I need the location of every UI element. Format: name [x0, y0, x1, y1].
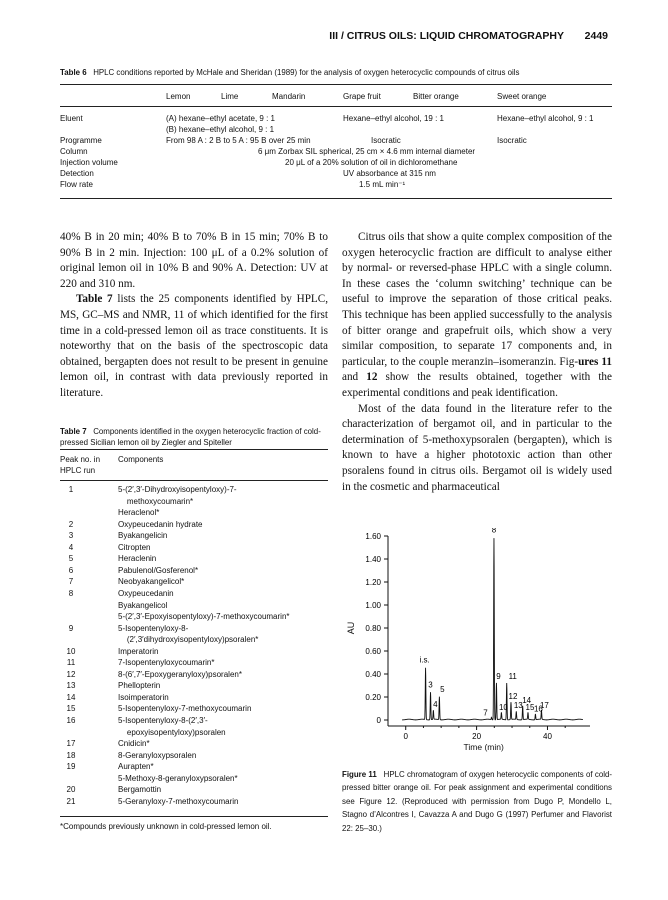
peak-label: 4 — [433, 699, 438, 709]
table6-cell: 6 μm Zorbax SIL spherical, 25 cm × 4.6 mm internal diameter — [258, 147, 476, 156]
peak-label: 3 — [428, 680, 433, 690]
table7-component: Oxypeucedanin hydrate — [118, 519, 203, 529]
y-tick-label: 1.40 — [365, 555, 381, 564]
table6-header: Grape fruit — [343, 92, 381, 101]
table7-component: Citropten — [118, 542, 151, 552]
table7-caption-text: Components identified in the oxygen heterocyclic fraction of cold-pressed Sicilian lemon oil by Ziegler and Spiteller — [60, 427, 321, 447]
figure11-label: Figure 11 — [342, 770, 377, 779]
figure11-reference: ures 11 — [578, 355, 613, 368]
table7-component: 7-Isopentenyloxycoumarin* — [118, 658, 215, 668]
peak-label: 15 — [525, 703, 535, 713]
figure11-chromatogram — [340, 528, 630, 762]
table7-header-components: Components — [118, 455, 164, 464]
table7-top-rule — [60, 449, 328, 450]
table7-peak-number: 11 — [66, 658, 76, 668]
peak-label: 8 — [491, 528, 497, 535]
table7-peak-number: 19 — [66, 762, 76, 772]
table6-bottom-rule — [60, 198, 612, 199]
table6-header-rule — [60, 106, 612, 107]
y-tick-label: 1.60 — [365, 532, 381, 541]
page-number: 2449 — [584, 30, 608, 42]
table6-caption-text: HPLC conditions reported by McHale and Sheridan (1989) for the analysis of oxygen heterocyclic compounds of citrus oils — [93, 68, 520, 77]
figure12-reference: 12 — [366, 371, 378, 384]
table7-component: 5-Isopentenyloxy-8- — [118, 623, 189, 633]
table7-component: (2′,3′dihydroxyisopentyloxy)psoralen* — [118, 635, 259, 645]
table6-cell: From 98 A : 2 B to 5 A : 95 B over 25 min — [166, 136, 311, 145]
table7-component: 8-Geranyloxypsoralen — [118, 750, 197, 760]
table6-row-label: Detection — [60, 169, 94, 178]
table6-header: Lime — [221, 92, 239, 101]
table7-component: methoxycoumarin* — [118, 496, 194, 506]
table7-component: Imperatorin — [118, 646, 159, 656]
table7-bottom-rule — [60, 816, 328, 817]
table6-row-label: Programme — [60, 136, 102, 145]
paragraph-text: lists the 25 components identified by HPLC, MS, GC–MS and NMR, 11 of which identified for the first time in a cold-pressed lemon oil as trace constituents. It is noteworthy that on the basis of the spectroscopic data obtained, bergapten does not result to be present in genuine lemon oil, in contrast with data previously reported in literature. — [60, 293, 329, 399]
right-column-text — [342, 230, 612, 495]
x-tick-label: 0 — [403, 732, 408, 741]
x-axis-label: Time (min) — [463, 742, 504, 752]
y-axis-label: AU — [346, 621, 356, 635]
table7-component: Oxypeucedanin — [118, 588, 174, 598]
table7-peak-number: 16 — [66, 716, 76, 725]
table7-component: 5-Geranyloxy-7-methoxycoumarin — [118, 796, 239, 806]
paragraph: 40% B in 20 min; 40% B to 70% B in 15 min; 70% B to 90% B in 2 min. Injection: 100 μL of a 0.2% solution of original lemon oil in 10% B and 90% A. Detection: UV at 220 and 310 nm. — [60, 231, 328, 290]
table7-peak-number: 17 — [66, 739, 76, 749]
table6-top-rule — [60, 84, 612, 85]
table7-component: 8-(6′,7′-Epoxygeranyloxy)psoralen* — [118, 669, 242, 679]
table6-row-label: Column — [60, 147, 88, 156]
chromatogram-trace — [402, 538, 583, 720]
peak-label: 14 — [522, 696, 532, 706]
y-tick-label: 1.00 — [365, 601, 381, 610]
paragraph-text: Citrus oils that show a quite complex composition of the oxygen heterocyclic fraction are difficult to analyse either by normal- or reversed-phase HPLC with a single column. In these cases the ‘column switching’ technique can be useful to improve the separation of those critical peaks. This technique has been applied successfully to the analysis of bitter orange and grapefruit oils, which show a very similar composition, to separate 17 components and, in particular, to the couple meranzin–isomeranzin. Fig- — [342, 231, 612, 368]
table7-peak-number: 2 — [68, 519, 74, 529]
x-tick-label: 20 — [472, 732, 482, 741]
table6-row-label: Eluent — [60, 114, 83, 123]
y-tick-label: 0.60 — [365, 647, 381, 656]
table7-header-peak: HPLC run — [60, 466, 96, 475]
table7-peak-number: 14 — [66, 692, 76, 702]
table7-peak-number: 18 — [66, 750, 76, 760]
table7-peak-number: 8 — [68, 588, 74, 598]
table6-label: Table 6 — [60, 68, 87, 77]
table7-component: Aurapten* — [118, 762, 154, 772]
peak-label: 9 — [496, 672, 501, 682]
table6-cell: UV absorbance at 315 nm — [343, 169, 436, 178]
table7-reference: Table 7 — [76, 293, 113, 306]
table6-row-label: Injection volume — [60, 158, 118, 167]
peak-label: 10 — [498, 703, 508, 713]
table7-component: Bergamottin — [118, 785, 162, 795]
table7-peak-number: 20 — [66, 785, 76, 795]
table7-component: Heraclenin — [118, 554, 157, 564]
table7-component: 5-Isopentenyloxy-7-methoxycoumarin — [118, 704, 252, 714]
peak-label: 11 — [508, 672, 517, 682]
table7-label: Table 7 — [60, 427, 87, 436]
paragraph — [342, 230, 612, 402]
table7-peak-number: 6 — [68, 565, 74, 575]
table7-peak-number: 13 — [66, 681, 76, 691]
peak-label: 5 — [440, 685, 445, 694]
table7-peak-number: 5 — [68, 554, 74, 564]
table7-peak-number: 7 — [68, 577, 74, 587]
figure11-caption — [342, 768, 612, 835]
table6-cell: Hexane–ethyl alcohol, 9 : 1 — [497, 114, 594, 123]
running-head-title: III / CITRUS OILS: LIQUID CHROMATOGRAPHY — [329, 30, 564, 42]
table7-peak-number: 9 — [68, 623, 74, 633]
table6-cell: (B) hexane–ethyl alcohol, 9 : 1 — [166, 125, 275, 134]
table7-component: Isoimperatorin — [118, 692, 169, 702]
peak-label: 12 — [508, 691, 518, 701]
table7-header-rule — [60, 480, 328, 481]
table7-peak-number: 21 — [66, 796, 76, 806]
table7-component: Phellopterin — [118, 681, 161, 691]
table6-cell: Hexane–ethyl alcohol, 19 : 1 — [343, 114, 444, 123]
y-tick-label: 0.20 — [365, 693, 381, 702]
table7-peak-number: 1 — [68, 485, 74, 494]
y-tick-label: 1.20 — [365, 578, 381, 587]
peak-label: 17 — [539, 700, 549, 710]
figure11-caption-text: HPLC chromatogram of oxygen heterocyclic components of cold-pressed bitter orange oil. For peak assignment and experimental conditions see Figure 12. (Reproduced with permission from Dugo P, Mondello L, Stagno d’Alcontres I, Cavazza A and Dugo G (1997) Perfumer and Flavorist 22: 25–30.) — [342, 770, 612, 833]
table7-peak-number: 4 — [68, 542, 74, 552]
peak-label: 16 — [533, 704, 543, 714]
table7-component: Cnidicin* — [118, 739, 150, 749]
table7-component: Heraclenol* — [118, 508, 160, 518]
table6-cell: Isocratic — [497, 136, 527, 145]
paragraph-text: show the results obtained, together with the experimental conditions and peak identification. — [342, 371, 612, 399]
table7-component: 5-(2′,3′-Dihydroxyisopentyloxy)-7- — [118, 485, 237, 494]
table7-component: 5-Methoxy-8-geranyloxypsoralen* — [118, 773, 238, 783]
y-tick-label: 0 — [376, 716, 381, 725]
table7-component: Pabulenol/Gosferenol* — [118, 565, 199, 575]
table6-header: Sweet orange — [497, 92, 547, 101]
table6-cell: 20 μL of a 20% solution of oil in dichloromethane — [285, 158, 458, 167]
table7-component: Neobyakangelicol* — [118, 577, 185, 587]
table7-peak-number: 15 — [66, 704, 76, 714]
table7-component: Byakangelicin — [118, 531, 168, 541]
table7-header-peak: Peak no. in — [60, 455, 101, 464]
table7-peak-number: 12 — [66, 669, 76, 679]
peak-label: 13 — [513, 700, 523, 710]
table6-row-label: Flow rate — [60, 180, 93, 189]
table6-caption — [60, 68, 620, 77]
table6-header: Mandarin — [272, 92, 306, 101]
table7-peak-number: 10 — [66, 646, 76, 656]
y-tick-label: 0.40 — [365, 670, 381, 679]
peak-label: i.s. — [419, 655, 430, 665]
table7-component: 5-Isopentenyloxy-8-(2′,3′- — [118, 716, 208, 725]
paragraph — [60, 292, 328, 401]
table7-peak-number: 3 — [68, 531, 74, 541]
running-head — [60, 30, 608, 46]
table7-caption — [60, 426, 328, 448]
paragraph: Most of the data found in the literature refer to the characterization of bergamot oil, and in particular to the determination of 5-methoxypsoralen (bergapten), which is known to have a higher phototoxic action than other psoralens found in citrus oils. Bergamot oil is widely used in the cosmetic and pharmaceutical — [342, 402, 612, 493]
paragraph-text: and — [342, 371, 367, 384]
table7-component: Byakangelicol — [118, 600, 168, 610]
table7-component: 5-(2′,3′-Epoxyisopentyloxy)-7-methoxycoumarin* — [118, 612, 290, 622]
table6-cell: Isocratic — [371, 136, 401, 145]
table6-cell: 1.5 mL min⁻¹ — [359, 180, 406, 189]
table7-component: epoxyisopentyloxy)psoralen — [118, 727, 226, 737]
left-column-text — [60, 230, 328, 402]
table6-header: Lemon — [166, 92, 191, 101]
x-tick-label: 40 — [543, 732, 552, 741]
table7-footnote: *Compounds previously unknown in cold-pressed lemon oil. — [60, 822, 272, 831]
table6-header: Bitter orange — [413, 92, 459, 101]
table6-cell: (A) hexane–ethyl acetate, 9 : 1 — [166, 114, 275, 123]
peak-label: 7 — [483, 708, 488, 718]
y-tick-label: 0.80 — [365, 624, 381, 633]
